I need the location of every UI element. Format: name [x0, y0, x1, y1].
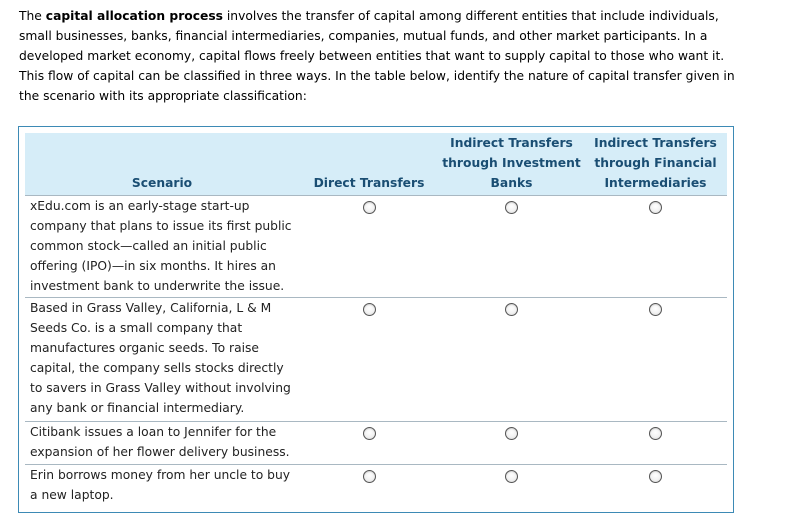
radio-investment-banks-row1[interactable] — [505, 201, 518, 214]
scenario-text: xEdu.com is an early-stage start-up company that plans to issue its first public common stock—called an initial public offering (IPO)—in six months. It hires an investment bank to underwrite the issue. — [30, 199, 292, 293]
cell-financial-intermediaries — [584, 465, 727, 509]
table-row — [25, 196, 727, 298]
cell-financial-intermediaries — [584, 196, 727, 298]
cell-investment-banks — [439, 465, 584, 509]
cell-direct — [299, 422, 439, 465]
radio-direct-row4[interactable] — [363, 470, 376, 483]
radio-investment-banks-row4[interactable] — [505, 470, 518, 483]
cell-financial-intermediaries — [584, 422, 727, 465]
scenario-text: Erin borrows money from her uncle to buy a new laptop. — [30, 468, 291, 502]
table-row — [25, 465, 727, 509]
radio-financial-intermediaries-row1[interactable] — [649, 201, 662, 214]
cell-direct — [299, 465, 439, 509]
header-financial-intermediaries: Indirect Transfers through Financial Intermediaries — [584, 133, 727, 196]
radio-investment-banks-row2[interactable] — [505, 303, 518, 316]
radio-financial-intermediaries-row4[interactable] — [649, 470, 662, 483]
radio-financial-intermediaries-row2[interactable] — [649, 303, 662, 316]
header-scenario: Scenario — [25, 133, 299, 196]
radio-financial-intermediaries-row3[interactable] — [649, 427, 662, 440]
radio-direct-row3[interactable] — [363, 427, 376, 440]
cell-financial-intermediaries — [584, 298, 727, 422]
scenario-text: Based in Grass Valley, California, L & M Seeds Co. is a small company that manufactures organic seeds. To raise capital, the company sells stocks directly to savers in Grass Valley without involving any bank or financial intermediary. — [30, 301, 291, 415]
header-investment-banks: Indirect Transfers through Investment Banks — [439, 133, 584, 196]
radio-investment-banks-row3[interactable] — [505, 427, 518, 440]
table-row — [25, 422, 727, 465]
cell-investment-banks — [439, 298, 584, 422]
table-header-row — [25, 133, 727, 196]
cell-investment-banks — [439, 196, 584, 298]
instructions-paragraph — [19, 6, 739, 106]
cell-investment-banks — [439, 422, 584, 465]
classification-table-container — [18, 126, 734, 513]
radio-direct-row1[interactable] — [363, 201, 376, 214]
cell-direct — [299, 196, 439, 298]
intro-rest: involves the transfer of capital among different entities that include individuals, small businesses, banks, financial intermediaries, companies, mutual funds, and other market participants. In a developed market economy, capital flows freely between entities that want to supply capital to those who want it. This flow of capital can be classified in three ways. In the table below, identify the nature of capital transfer given in the scenario with its appropriate classification: — [19, 9, 735, 103]
table-row — [25, 298, 727, 422]
radio-direct-row2[interactable] — [363, 303, 376, 316]
cell-direct — [299, 298, 439, 422]
header-direct-transfers: Direct Transfers — [299, 133, 439, 196]
intro-bold-term: capital allocation process — [45, 9, 223, 23]
scenario-text: Citibank issues a loan to Jennifer for the expansion of her flower delivery business. — [30, 425, 290, 459]
classification-table — [25, 133, 727, 509]
intro-prefix: The — [19, 9, 46, 23]
